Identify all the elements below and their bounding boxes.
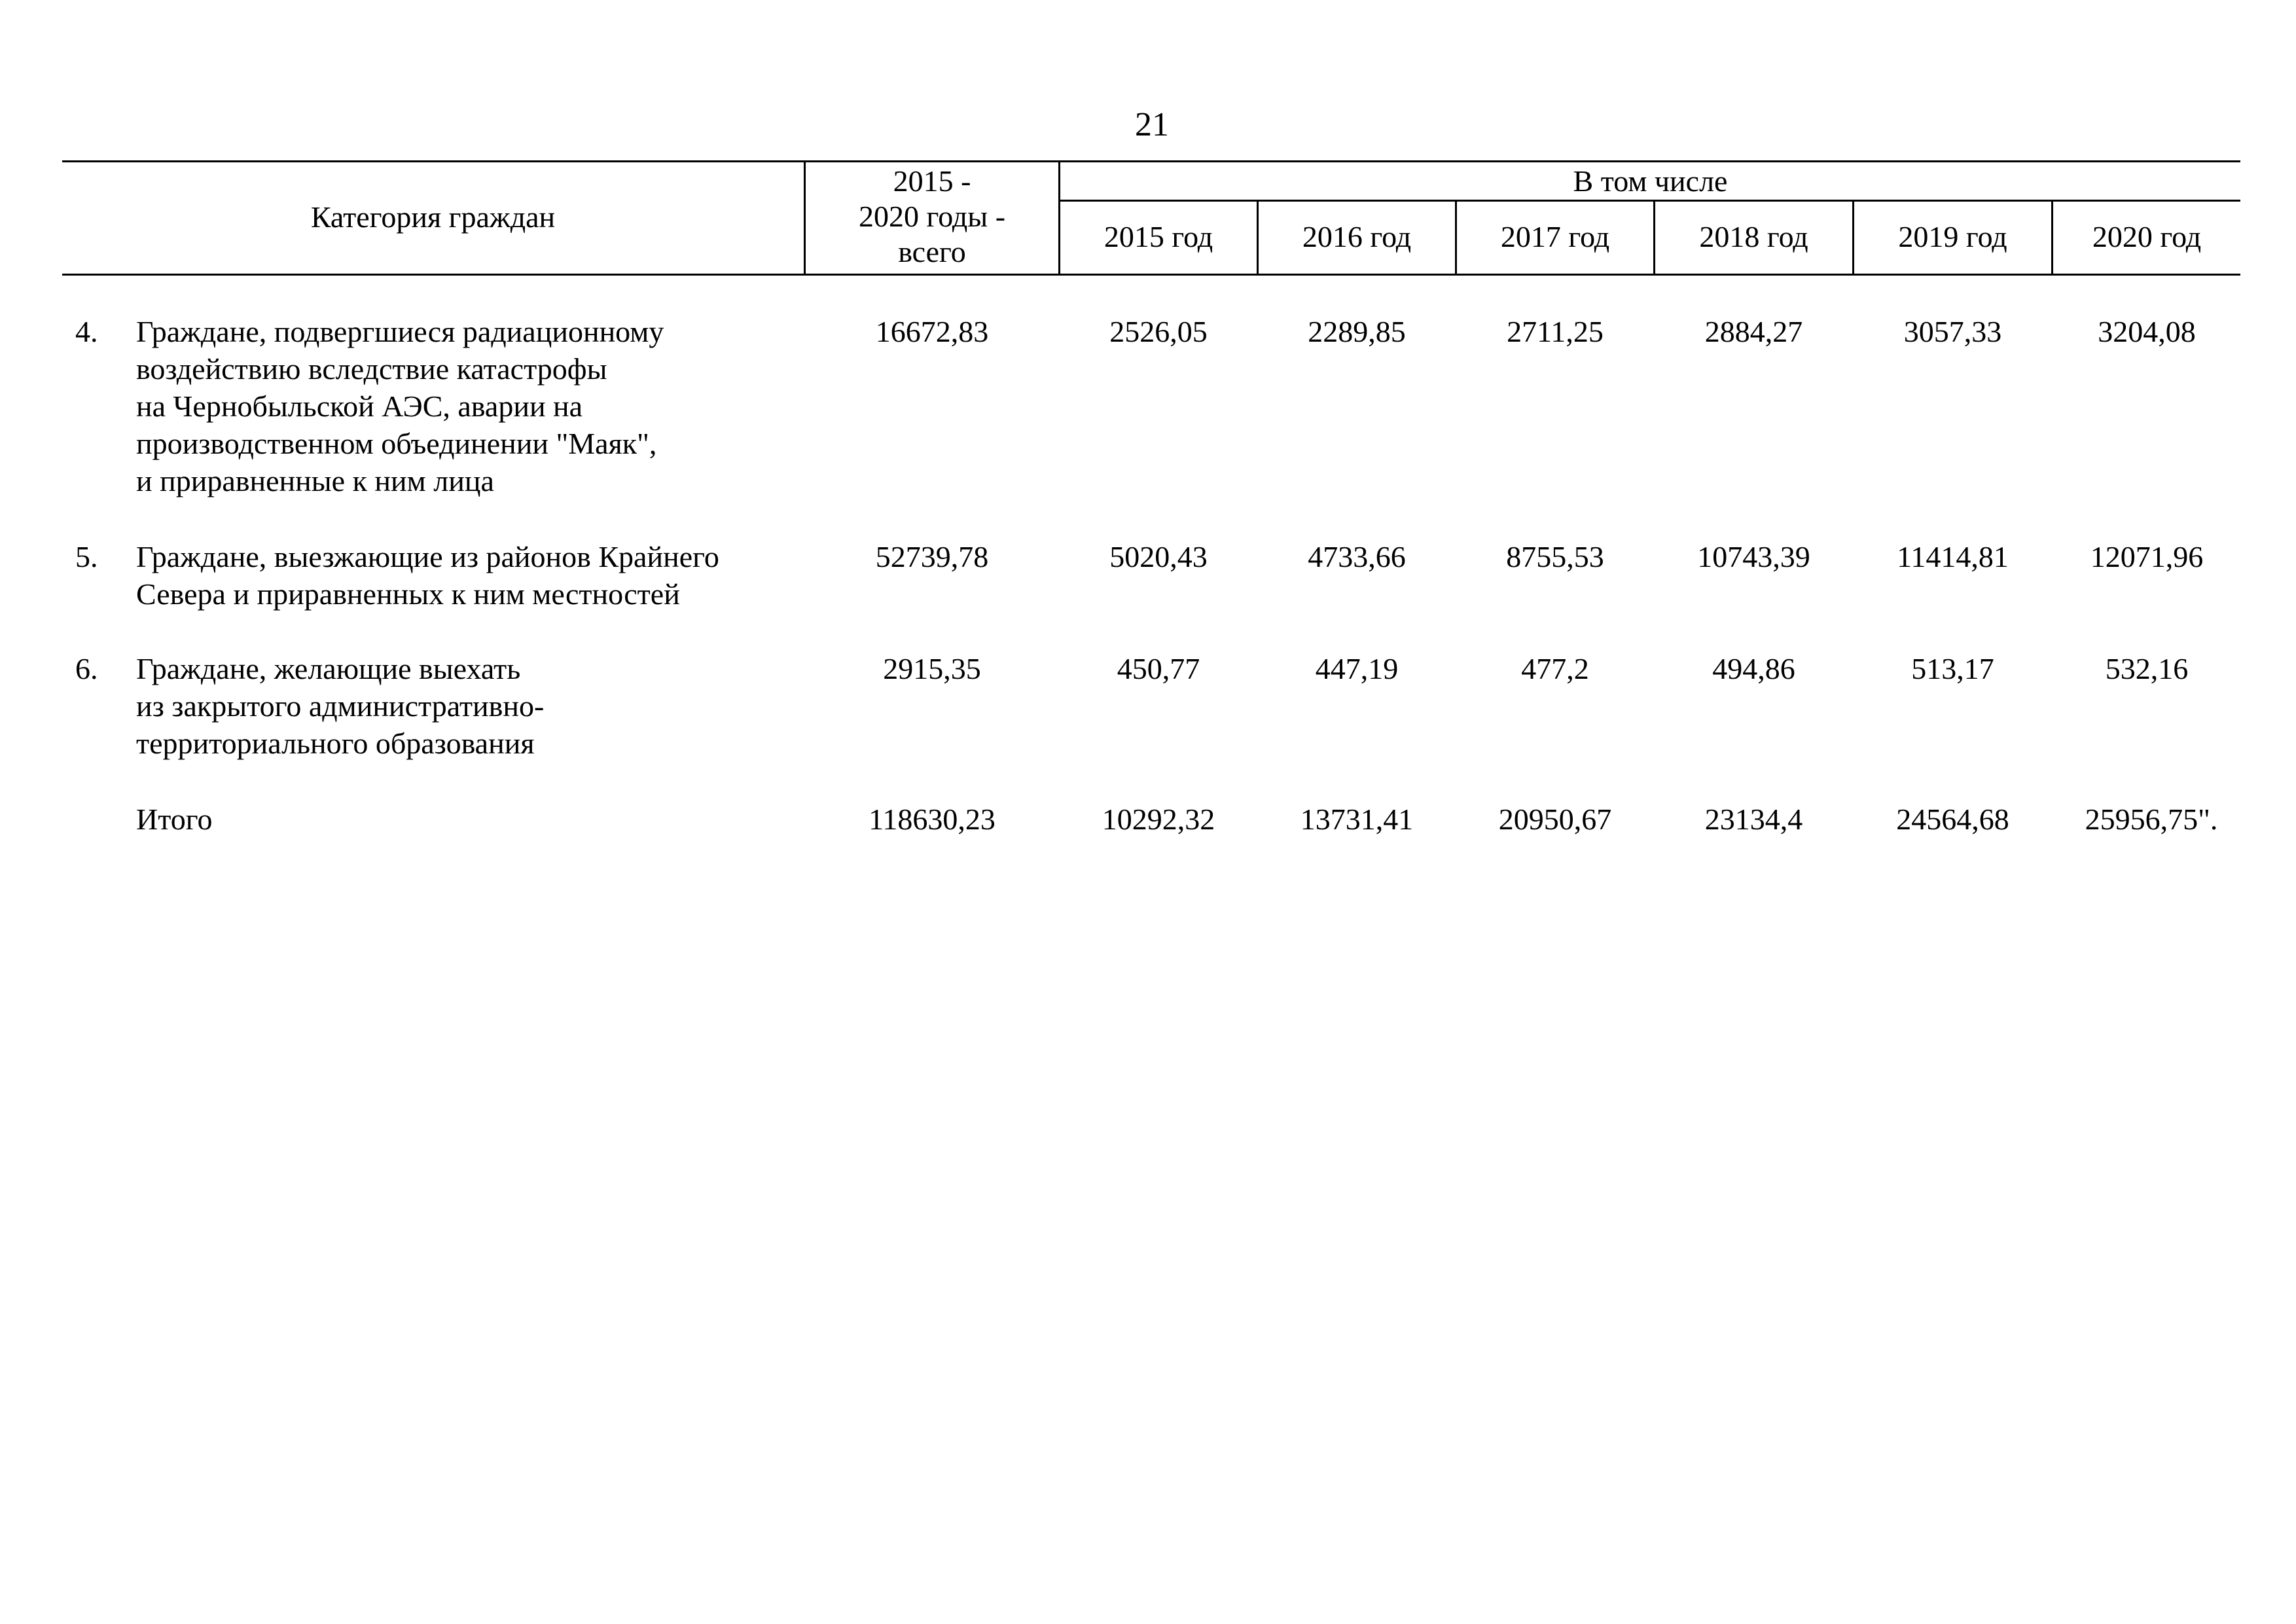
header-year-2016: 2016 год bbox=[1302, 220, 1412, 253]
summary-label: Итого bbox=[136, 803, 213, 836]
row-value-2017: 477,2 bbox=[1521, 652, 1589, 685]
row-total: 16672,83 bbox=[875, 315, 989, 348]
page-number: 21 bbox=[1135, 106, 1169, 143]
header-total bbox=[806, 164, 1058, 270]
header-total-line-2: 2020 годы - bbox=[858, 200, 1006, 233]
row-total: 52739,78 bbox=[875, 540, 989, 573]
row-value-2017: 8755,53 bbox=[1506, 540, 1604, 573]
row-value-2016: 2289,85 bbox=[1308, 315, 1406, 348]
row-value-2017: 2711,25 bbox=[1507, 315, 1604, 348]
row-value-2016: 4733,66 bbox=[1308, 540, 1406, 573]
year-header-rule bbox=[1058, 200, 2240, 202]
row-value-2016: 447,19 bbox=[1315, 652, 1399, 685]
summary-value-2019: 24564,68 bbox=[1896, 803, 2009, 836]
row-value-2018: 494,86 bbox=[1712, 652, 1795, 685]
row-value-2015: 450,77 bbox=[1117, 652, 1200, 685]
row-value-2019: 3057,33 bbox=[1903, 315, 2002, 348]
header-year-2020: 2020 год bbox=[2092, 220, 2202, 253]
header-category: Категория граждан bbox=[310, 200, 556, 234]
table-top-rule bbox=[62, 160, 2240, 162]
row-value-2019: 11414,81 bbox=[1897, 540, 2009, 573]
summary-value-2016: 13731,41 bbox=[1300, 803, 1414, 836]
row-value-2015: 5020,43 bbox=[1109, 540, 1208, 573]
summary-value-2015: 10292,32 bbox=[1102, 803, 1215, 836]
row-value-2020: 12071,96 bbox=[2090, 540, 2204, 573]
header-year-2019: 2019 год bbox=[1898, 220, 2007, 253]
row-value-2018: 10743,39 bbox=[1697, 540, 1810, 573]
header-year-2017: 2017 год bbox=[1500, 220, 1610, 253]
row-label: Граждане, желающие выехать из закрытого административно- территориального образования bbox=[136, 652, 545, 760]
row-value-2015: 2526,05 bbox=[1109, 315, 1208, 348]
row-index: 5. bbox=[75, 540, 98, 573]
header-group: В том числе bbox=[1573, 164, 1728, 198]
row-index: 6. bbox=[75, 652, 98, 685]
row-value-2020: 3204,08 bbox=[2098, 315, 2196, 348]
summary-value-2018: 23134,4 bbox=[1704, 803, 1803, 836]
row-label: Граждане, выезжающие из районов Крайнего Севера и приравненных к ним местностей bbox=[136, 540, 719, 611]
row-value-2020: 532,16 bbox=[2105, 652, 2189, 685]
header-year-2015: 2015 год bbox=[1103, 220, 1213, 253]
row-value-2018: 2884,27 bbox=[1704, 315, 1803, 348]
summary-value-2020: 25956,75". bbox=[2085, 803, 2218, 836]
summary-total: 118630,23 bbox=[869, 803, 996, 836]
row-index: 4. bbox=[75, 315, 98, 348]
header-total-line-3: всего bbox=[898, 235, 966, 268]
summary-value-2017: 20950,67 bbox=[1498, 803, 1612, 836]
row-label: Граждане, подвергшиеся радиационному воздействию вследствие катастрофы на Чернобыльской АЭС, аварии на производственном объединении "Маяк", и приравненные к ним лица bbox=[136, 315, 664, 497]
row-total: 2915,35 bbox=[883, 652, 981, 685]
header-bottom-rule bbox=[62, 274, 2240, 276]
header-total-line-1: 2015 - bbox=[893, 164, 971, 198]
header-year-2018: 2018 год bbox=[1699, 220, 1808, 253]
row-value-2019: 513,17 bbox=[1911, 652, 1994, 685]
